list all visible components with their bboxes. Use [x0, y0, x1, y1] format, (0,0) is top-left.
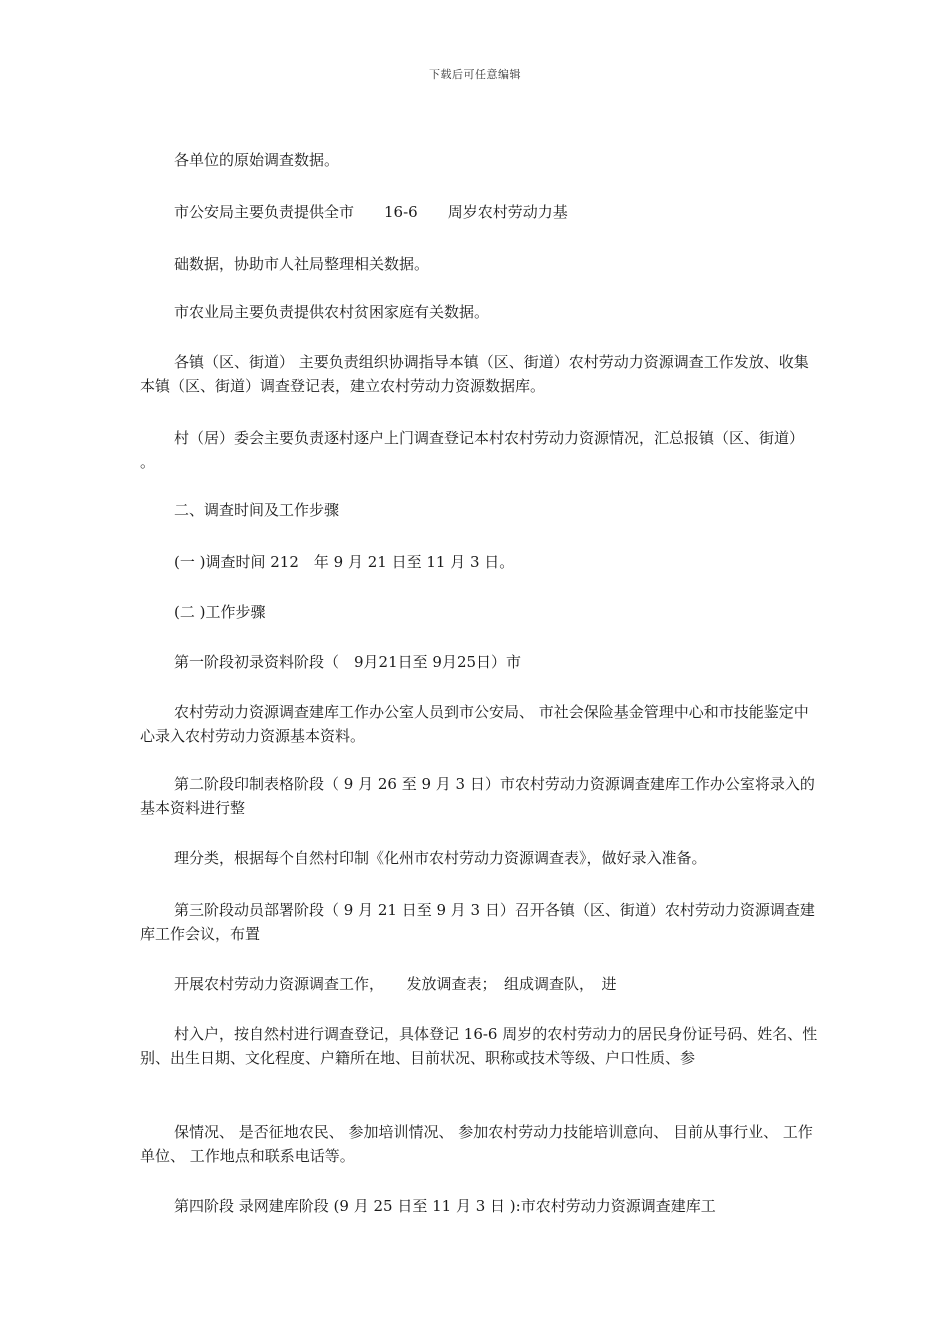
subsection-heading: (二 )工作步骤 [174, 603, 266, 621]
paragraph: 市农业局主要负责提供农村贫困家庭有关数据。 [174, 303, 490, 321]
section-heading: 二、调查时间及工作步骤 [174, 501, 340, 519]
paragraph: 理分类，根据每个自然村印制《化州市农村劳动力资源调查表》，做好录入准备。 [174, 849, 707, 867]
page-header: 下载后可任意编辑 [429, 68, 521, 81]
paragraph: 市公安局主要负责提供全市 16-6 周岁农村劳动力基 [174, 203, 568, 221]
paragraph: 各单位的原始调查数据。 [174, 151, 340, 169]
paragraph: 村入户，按自然村进行调查登记，具体登记 16-6 周岁的农村劳动力的居民身份证号码、姓名、性别、出生日期、文化程度、户籍所在地、目前状况、职称或技术等级、户口性质、参 [140, 1025, 818, 1067]
paragraph: 第一阶段初录资料阶段（ 9月21日至 9月25日）市 [174, 653, 522, 671]
paragraph: 各镇（区、街道） 主要负责组织协调指导本镇（区、街道）农村劳动力资源调查工作发放、收集本镇（区、街道）调查登记表，建立农村劳动力资源数据库。 [140, 353, 809, 395]
paragraph: 保情况、 是否征地农民、 参加培训情况、 参加农村劳动力技能培训意向、 目前从事行业、 工作单位、 工作地点和联系电话等。 [140, 1123, 813, 1165]
paragraph: 开展农村劳动力资源调查工作， 发放调查表； 组成调查队， 进 [174, 975, 617, 993]
paragraph: (一 )调查时间 212 年 9 月 21 日至 11 月 3 日。 [174, 553, 515, 571]
paragraph: 第四阶段 录网建库阶段 (9 月 25 日至 11 月 3 日 ):市农村劳动力资源调查建库工 [174, 1197, 716, 1215]
paragraph: 第三阶段动员部署阶段（ 9 月 21 日至 9 月 3 日）召开各镇（区、街道）农村劳动力资源调查建库工作会议，布置 [140, 901, 815, 943]
paragraph: 农村劳动力资源调查建库工作办公室人员到市公安局、 市社会保险基金管理中心和市技能鉴定中心录入农村劳动力资源基本资料。 [140, 703, 809, 745]
paragraph: 础数据，协助市人社局整理相关数据。 [174, 255, 430, 273]
paragraph: 第二阶段印制表格阶段（ 9 月 26 至 9 月 3 日）市农村劳动力资源调查建库工作办公室将录入的基本资料进行整 [140, 775, 815, 817]
paragraph: 村（居）委会主要负责逐村逐户上门调查登记本村农村劳动力资源情况，汇总报镇（区、街道） 。 [140, 429, 805, 471]
